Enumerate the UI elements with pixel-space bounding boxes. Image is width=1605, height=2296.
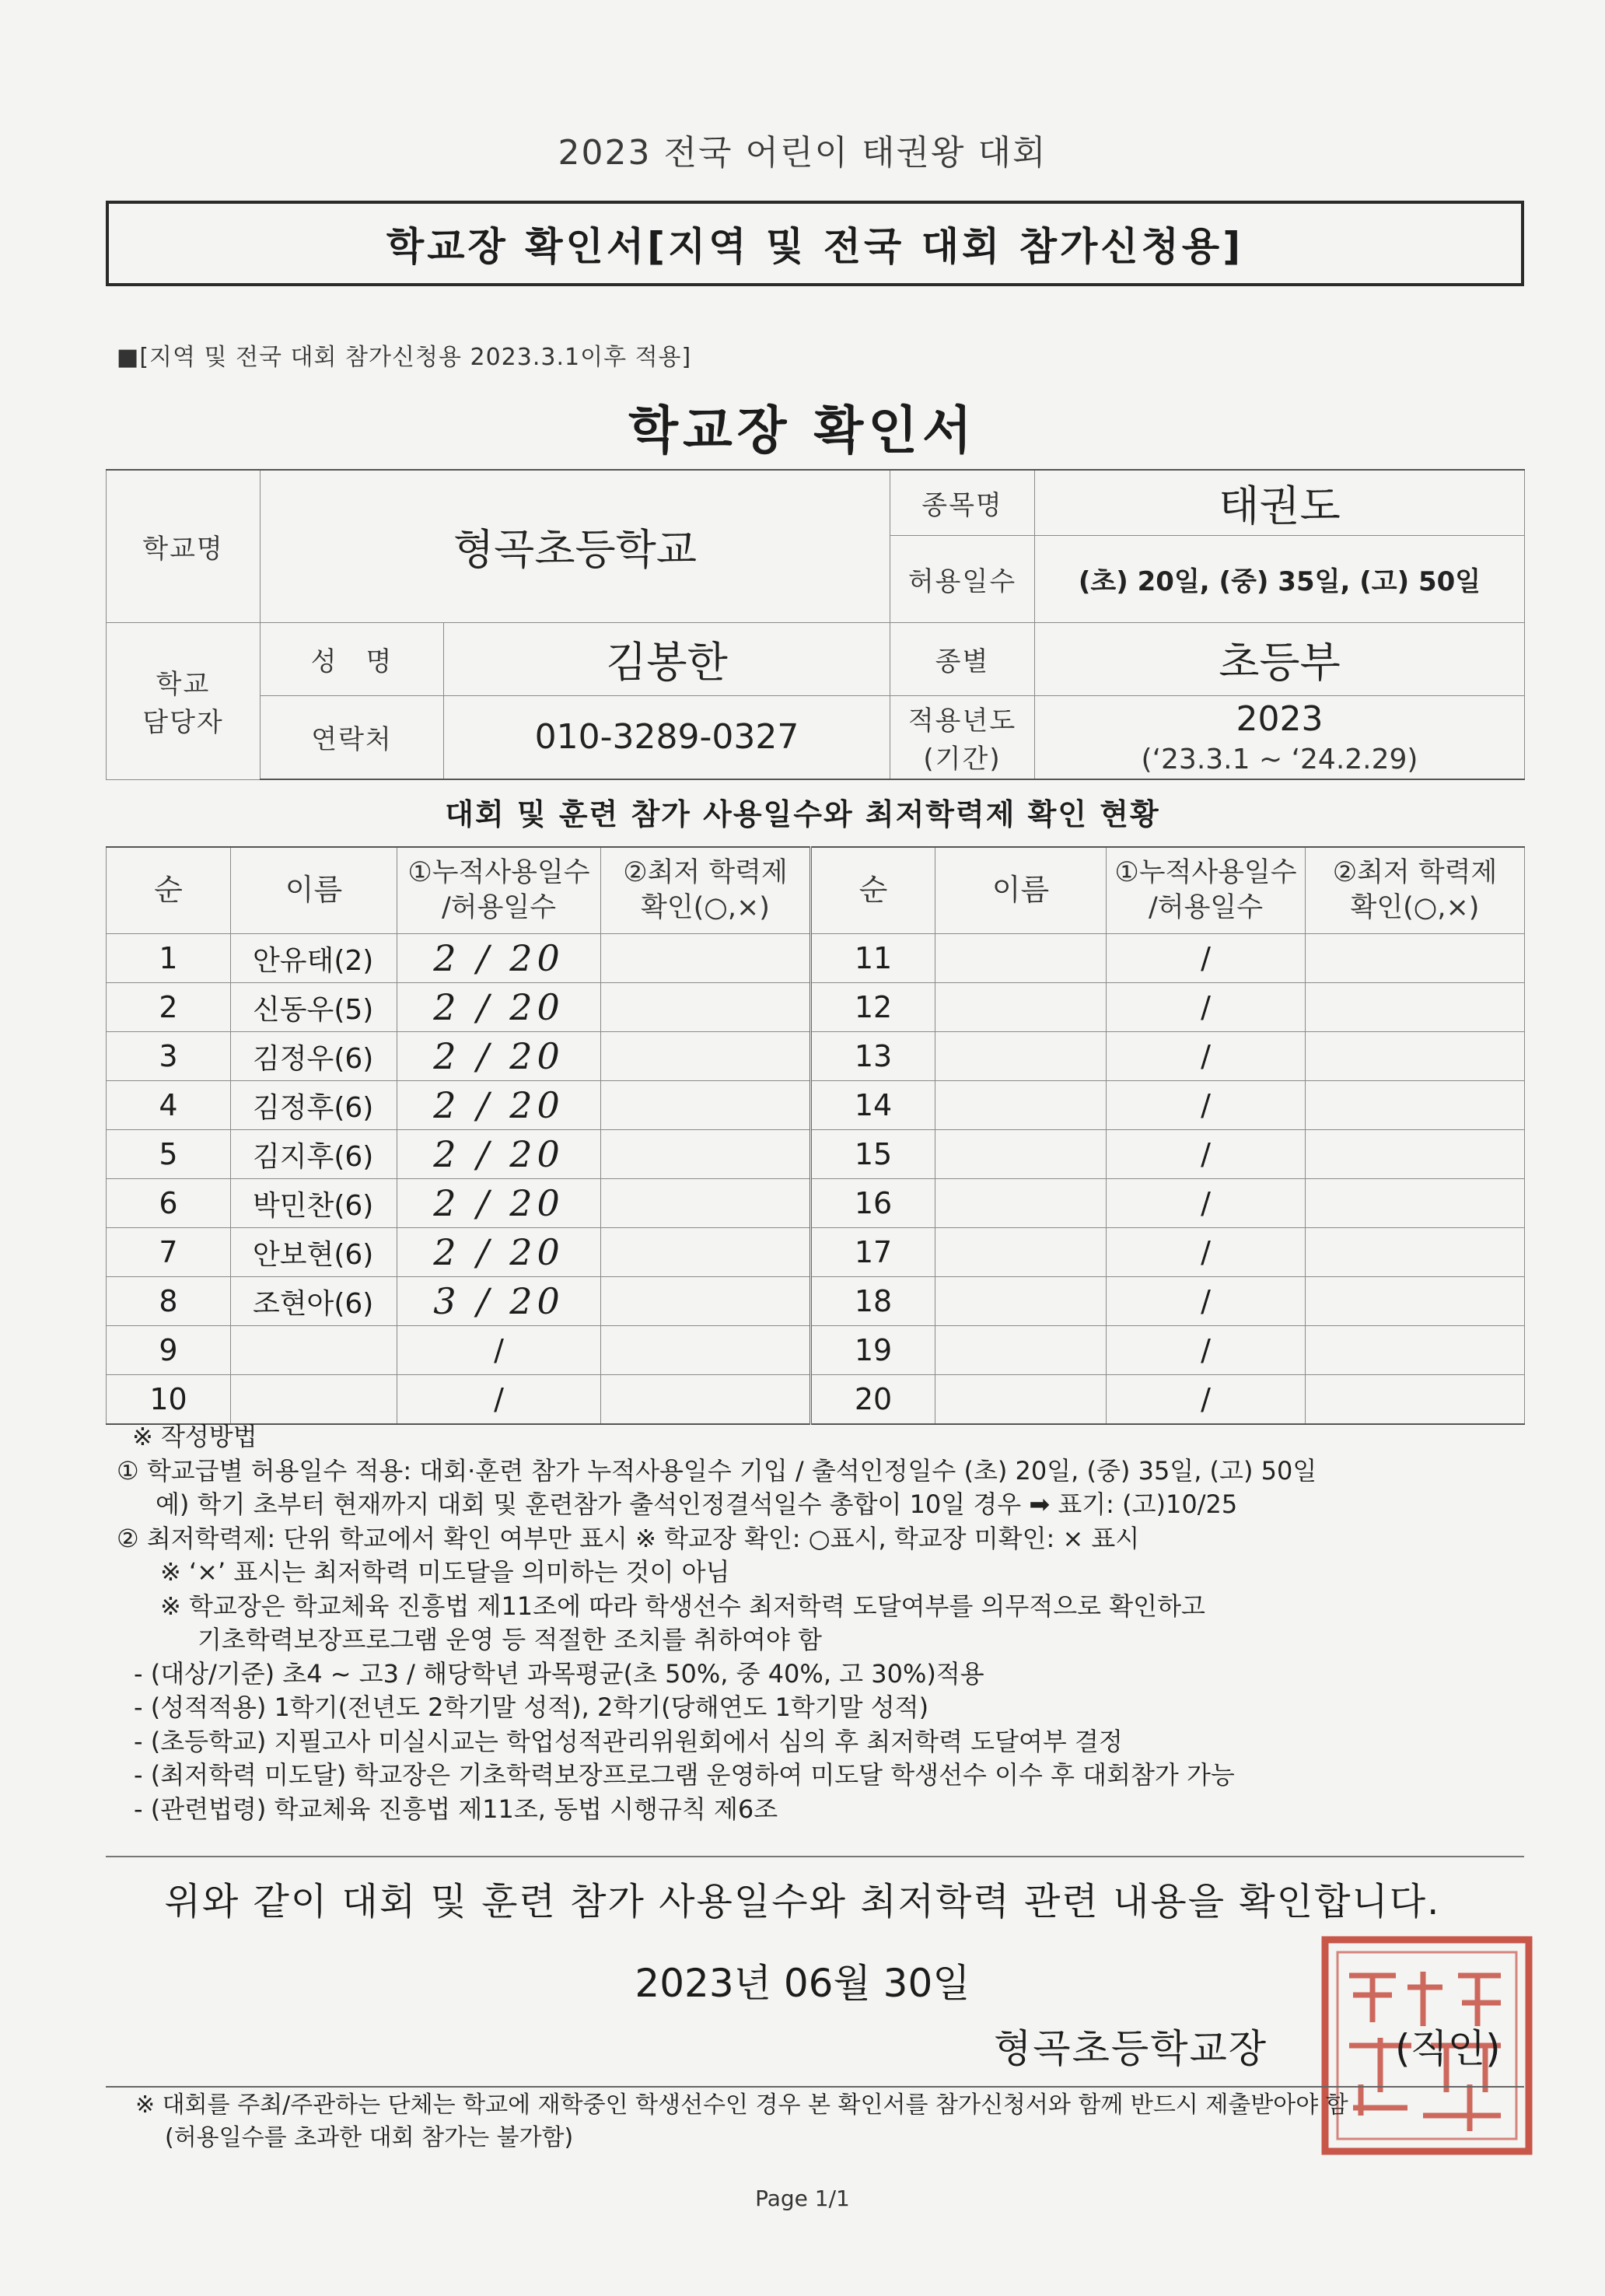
school-label-cell (107, 470, 261, 622)
row-days: 2 / 20 (397, 1032, 601, 1081)
divider (106, 1856, 1524, 1857)
page-number: Page 1/1 (755, 2186, 850, 2211)
row-check-right (1306, 1179, 1525, 1228)
issue-date: 2023년 06월 30일 (635, 1961, 970, 2006)
note-line: ① 학교급별 허용일수 적용: 대회·훈련 참가 누적사용일수 기입 / 출석인정일수 (초) 20일, (중) 35일, (고) 50일 (117, 1455, 1317, 1486)
header-name-right: 이름 (935, 847, 1107, 934)
header-check-line2: 확인(○,×) (641, 892, 770, 923)
manager-label-line2: 담당자 (142, 707, 224, 738)
form-title-box (106, 201, 1524, 286)
row-check (601, 1081, 811, 1130)
row-days-right: / (1107, 934, 1306, 983)
row-days-right: / (1107, 983, 1306, 1032)
header-check-right (1306, 847, 1525, 934)
school-label: 학교명 (142, 533, 224, 565)
row-no-right: 11 (811, 934, 935, 983)
table-row (107, 1375, 1525, 1425)
note-line: - (관련법령) 학교체육 진흥법 제11조, 동법 시행규칙 제6조 (134, 1794, 778, 1824)
row-days-right: / (1107, 1032, 1306, 1081)
row-no-right: 16 (811, 1179, 935, 1228)
division-value-cell (1035, 622, 1525, 695)
manager-label-line1: 학교 (156, 669, 211, 700)
row-no: 4 (107, 1081, 231, 1130)
row-name: 김정우(6) (231, 1032, 397, 1081)
row-days: / (397, 1326, 601, 1375)
table-row (107, 983, 1525, 1032)
row-name-right (935, 934, 1107, 983)
header-no-right: 순 (811, 847, 935, 934)
row-no-right: 12 (811, 983, 935, 1032)
footnote-line: ※ 대회를 주최/주관하는 단체는 학교에 재학중인 학생선수인 경우 본 확인서를 참가신청서와 함께 반드시 제출받아야 함 (135, 2091, 1348, 2119)
document-title: 학교장 확인서 (628, 401, 977, 460)
row-check-right (1306, 1081, 1525, 1130)
row-days: 2 / 20 (397, 983, 601, 1032)
row-name-right (935, 983, 1107, 1032)
row-check-right (1306, 983, 1525, 1032)
row-name: 김정후(6) (231, 1081, 397, 1130)
confirmation-statement: 위와 같이 대회 및 훈련 참가 사용일수와 최저학력 관련 내용을 확인합니다. (164, 1880, 1441, 1923)
header-days (397, 847, 601, 934)
instructions (117, 1420, 1516, 1826)
note-line: 예) 학기 초부터 현재까지 대회 및 훈련참가 출석인정결석일수 총합이 10일 경우 ➡ 표기: (고)10/25 (156, 1489, 1238, 1519)
row-days: 2 / 20 (397, 1130, 601, 1179)
footnote-line: (허용일수를 초과한 대회 참가는 불가함) (165, 2124, 574, 2151)
division-label-cell (890, 622, 1035, 695)
row-check-right (1306, 1130, 1525, 1179)
header-days-line1: ①누적사용일수 (407, 856, 590, 888)
row-check (601, 1228, 811, 1277)
row-name-right (935, 1277, 1107, 1326)
manager-label-cell (107, 622, 261, 779)
row-check (601, 1032, 811, 1081)
applicability-note: ■[지역 및 전국 대회 참가신청용 2023.3.1이후 적용] (117, 344, 692, 371)
row-name: 신동우(5) (231, 983, 397, 1032)
footnote (135, 2089, 1504, 2154)
row-check (601, 983, 811, 1032)
row-days: 2 / 20 (397, 934, 601, 983)
row-check-right (1306, 1375, 1525, 1425)
row-name: 조현아(6) (231, 1277, 397, 1326)
note-line: - (성적적용) 1학기(전년도 2학기말 성적), 2학기(당해연도 1학기말 성적) (134, 1692, 929, 1722)
row-no: 9 (107, 1326, 231, 1375)
allowed-days-label: 허용일수 (907, 565, 1017, 597)
row-no-right: 20 (811, 1375, 935, 1425)
event-title: 2023 전국 어린이 태권왕 대회 (558, 133, 1047, 173)
row-name: 안유태(2) (231, 934, 397, 983)
row-check (601, 1179, 811, 1228)
note-line: ② 최저학력제: 단위 학교에서 확인 여부만 표시 ※ 학교장 확인: ○표시, 학교장 미확인: × 표시 (117, 1523, 1140, 1553)
principal-signature: 형곡초등학교장 (994, 2026, 1268, 2071)
contact-number: 010-3289-0327 (534, 717, 799, 758)
row-days-right: / (1107, 1228, 1306, 1277)
note-line: ※ 학교장은 학교체육 진흥법 제11조에 따라 학생선수 최저학력 도달여부를 의무적으로 확인하고 (160, 1591, 1205, 1621)
row-days-right: / (1107, 1375, 1306, 1425)
row-name-right (935, 1081, 1107, 1130)
table-row (107, 1179, 1525, 1228)
school-name: 형곡초등학교 (453, 524, 697, 574)
row-name: 김지후(6) (231, 1130, 397, 1179)
header-days-line2: /허용일수 (441, 892, 557, 923)
row-check-right (1306, 1326, 1525, 1375)
row-days: 2 / 20 (397, 1228, 601, 1277)
division-label: 종별 (935, 646, 990, 677)
info-table (106, 469, 1525, 780)
year-label-cell (890, 695, 1035, 779)
header-no: 순 (107, 847, 231, 934)
allowed-days-value: (초) 20일, (중) 35일, (고) 50일 (1078, 565, 1481, 597)
sport-label: 종목명 (921, 489, 1003, 521)
row-check (601, 1375, 811, 1425)
sport-value-cell (1035, 470, 1525, 535)
note-line: 기초학력보장프로그램 운영 등 적절한 조치를 취하여야 함 (198, 1625, 822, 1654)
table-row (107, 1228, 1525, 1277)
row-no: 1 (107, 934, 231, 983)
row-check-right (1306, 1032, 1525, 1081)
row-no-right: 18 (811, 1277, 935, 1326)
section-title: 대회 및 훈련 참가 사용일수와 최저학력제 확인 현황 (445, 797, 1160, 831)
header-days-right (1107, 847, 1306, 934)
note-line: - (대상/기준) 초4 ~ 고3 / 해당학년 과목평균(초 50%, 중 40%, 고 30%)적용 (134, 1658, 984, 1689)
row-days-right: / (1107, 1081, 1306, 1130)
note-line: ※ 작성방법 (132, 1422, 257, 1451)
contact-value-cell (444, 695, 890, 779)
row-name-right (935, 1326, 1107, 1375)
header-check-right-line1: ②최저 학력제 (1332, 856, 1498, 888)
row-name-right (935, 1032, 1107, 1081)
table-row (107, 1081, 1525, 1130)
note-line: ※ ‘×’ 표시는 최저학력 미도달을 의미하는 것이 아님 (160, 1557, 730, 1587)
row-check-right (1306, 1277, 1525, 1326)
row-days: 2 / 20 (397, 1179, 601, 1228)
row-check (601, 934, 811, 983)
school-value-cell (261, 470, 890, 622)
row-name-right (935, 1228, 1107, 1277)
row-name: 박민찬(6) (231, 1179, 397, 1228)
divider (106, 2086, 1524, 2088)
header-check-line1: ②최저 학력제 (623, 856, 788, 888)
row-name: 안보현(6) (231, 1228, 397, 1277)
year-value-cell (1035, 695, 1525, 779)
name-label-cell (261, 622, 444, 695)
header-name: 이름 (231, 847, 397, 934)
period-value: (‘23.3.1 ~ ‘24.2.29) (1141, 743, 1418, 775)
participant-table (106, 846, 1525, 1425)
manager-name: 김봉한 (606, 637, 728, 687)
note-line: - (최저학력 미도달) 학교장은 기초학력보장프로그램 운영하여 미도달 학생선수 이수 후 대회참가 가능 (134, 1760, 1235, 1790)
row-days: / (397, 1375, 601, 1425)
row-name (231, 1375, 397, 1425)
contact-label-cell (261, 695, 444, 779)
year-value: 2023 (1236, 698, 1324, 739)
row-no-right: 15 (811, 1130, 935, 1179)
row-no-right: 14 (811, 1081, 935, 1130)
header-days-right-line1: ①누적사용일수 (1114, 856, 1297, 888)
row-no-right: 13 (811, 1032, 935, 1081)
contact-label: 연락처 (311, 724, 393, 756)
row-no: 5 (107, 1130, 231, 1179)
table-row (107, 934, 1525, 983)
form-title: 학교장 확인서[지역 및 전국 대회 참가신청용] (386, 224, 1244, 269)
row-name-right (935, 1179, 1107, 1228)
header-check-right-line2: 확인(○,×) (1350, 892, 1480, 923)
row-no-right: 19 (811, 1326, 935, 1375)
row-check (601, 1326, 811, 1375)
sport-name: 태권도 (1219, 481, 1341, 530)
header-check (601, 847, 811, 934)
year-label-line1: 적용년도 (907, 705, 1017, 737)
row-days-right: / (1107, 1326, 1306, 1375)
row-days: 2 / 20 (397, 1081, 601, 1130)
row-no: 7 (107, 1228, 231, 1277)
row-name (231, 1326, 397, 1375)
row-no: 6 (107, 1179, 231, 1228)
name-value-cell (444, 622, 890, 695)
row-no: 8 (107, 1277, 231, 1326)
row-name-right (935, 1375, 1107, 1425)
row-check-right (1306, 1228, 1525, 1277)
table-row (107, 1032, 1525, 1081)
row-days-right: / (1107, 1277, 1306, 1326)
row-check-right (1306, 934, 1525, 983)
division-value: 초등부 (1219, 637, 1341, 687)
allowed-label-cell (890, 535, 1035, 622)
row-no: 3 (107, 1032, 231, 1081)
sport-label-cell (890, 470, 1035, 535)
table-row (107, 1326, 1525, 1375)
row-no: 2 (107, 983, 231, 1032)
table-row (107, 1130, 1525, 1179)
header-days-right-line2: /허용일수 (1148, 892, 1264, 923)
row-days-right: / (1107, 1179, 1306, 1228)
seal-label: (직인) (1395, 2026, 1501, 2071)
row-check (601, 1130, 811, 1179)
note-line: - (초등학교) 지필고사 미실시교는 학업성적관리위원회에서 심의 후 최저학력 도달여부 결정 (134, 1726, 1123, 1756)
row-no: 10 (107, 1375, 231, 1425)
table-row (107, 1277, 1525, 1326)
row-days-right: / (1107, 1130, 1306, 1179)
row-name-right (935, 1130, 1107, 1179)
row-check (601, 1277, 811, 1326)
row-days: 3 / 20 (397, 1277, 601, 1326)
allowed-value-cell (1035, 535, 1525, 622)
row-no-right: 17 (811, 1228, 935, 1277)
manager-name-label: 성 명 (310, 646, 393, 677)
year-label-line2: (기간) (923, 743, 1002, 775)
